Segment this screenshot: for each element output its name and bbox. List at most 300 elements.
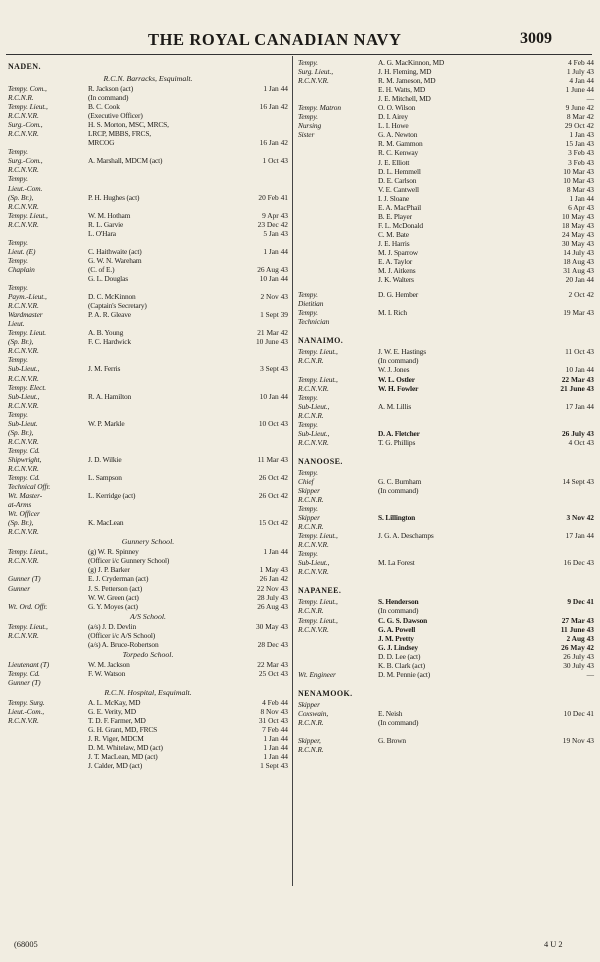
officer-name: E. H. Watts, MD [378,85,426,95]
officer-name: R. A. Hamilton [88,391,132,401]
seniority-date: 17 Jan 44 [565,401,594,411]
officer-row [8,355,288,364]
page-number: 3009 [520,30,552,47]
seniority-date: 26 Jan 42 [259,574,288,584]
officer-row [298,634,594,643]
officer-name: D. A. Fletcher [378,428,420,438]
officer-row [298,308,594,317]
officer-row [298,230,594,239]
seniority-date: 3 Nov 42 [566,513,594,523]
rank-label: Skipper [298,513,320,523]
officer-name: G. A. Powell [378,624,416,634]
officer-row [8,147,288,156]
officer-row [298,513,594,522]
rank-label: R.C.N.V.R. [298,76,329,86]
rank-label: R.C.N.R. [298,495,324,505]
officer-row [8,707,288,716]
seniority-date: 1 Jan 43 [569,130,594,140]
officer-row [298,85,594,94]
rank-label: Gunner (T) [8,677,41,687]
officer-row [8,491,288,500]
officer-row [298,290,594,299]
seniority-date: 3 Feb 43 [568,157,594,167]
seniority-date: 19 Nov 43 [562,736,594,746]
officer-row [8,761,288,770]
officer-row [8,593,288,602]
officer-name: R. C. Kenway [378,148,419,158]
seniority-date: 1 Oct 43 [262,156,288,166]
rank-label: Technical Offr. [8,482,51,492]
rank-label: Technician [298,317,330,327]
officer-row [8,437,288,446]
seniority-date: 22 Mar 43 [561,374,594,384]
officer-name: D. M. Pennie (act) [378,669,431,679]
officer-name: G. L. Douglas [88,273,128,283]
officer-row [298,112,594,121]
officer-row [298,203,594,212]
seniority-date: 1 Jan 44 [569,193,594,203]
right-column [298,58,594,754]
seniority-date: 26 Oct 42 [258,473,288,483]
officer-row [298,606,594,615]
rank-label: R.C.N.R. [298,410,324,420]
officer-name: (Officer i/c Gunnery School) [88,556,170,566]
officer-name: J. S. Petterson (act) [88,583,143,593]
ship-heading: NADEN. [8,62,41,71]
officer-row [298,549,594,558]
officer-row [298,317,594,326]
officer-row [298,504,594,513]
officer-row [298,411,594,420]
officer-row [298,67,594,76]
seniority-date: 26 May 42 [561,642,594,652]
rank-label: Wt. Master- [8,491,43,501]
rank-label: Tempy. Surg. [8,697,45,707]
officer-row [8,752,288,761]
seniority-date: 9 Apr 43 [262,210,288,220]
officer-row [8,622,288,631]
page-title: THE ROYAL CANADIAN NAVY [148,30,402,49]
officer-row [8,193,288,202]
seniority-date: 26 Oct 42 [258,491,288,501]
seniority-date: 1 Jan 44 [263,734,288,744]
officer-row [8,93,288,102]
officer-name: W. J. Jones [378,365,410,375]
rank-label: Skipper [298,485,320,495]
rank-label: R.C.N.V.R. [298,567,329,577]
rank-label: (Sp. Br.), [8,192,34,202]
officer-name: (a/s) A. Bruce-Robertson [88,639,159,649]
rank-label: R.C.N.R. [298,606,324,616]
officer-name: L. I. Howe [378,121,409,131]
officer-row [8,265,288,274]
rank-label: Tempy. Cd. [8,445,40,455]
officer-row [8,238,288,247]
officer-name: G. C. Burnham [378,476,422,486]
officer-name: LRCP, MBBS, FRCS, [88,129,151,139]
officer-name: A. M. Lillis [378,401,412,411]
rank-label: Tempy. [298,58,318,67]
seniority-date: 3 Sept 43 [260,364,288,374]
officer-row [298,718,594,727]
rank-label: Skipper [298,699,320,709]
seniority-date: 16 Jan 42 [259,138,288,148]
officer-name: E. Neish [378,708,403,718]
seniority-date: 30 May 43 [255,621,288,631]
section-subheading: Gunnery School. [121,537,175,547]
officer-name: A. Marshall, MDCM (act) [88,156,163,166]
officer-name: G. A. Newton [378,130,418,140]
officer-name: L. O'Hara [88,228,116,238]
seniority-date: 10 May 43 [561,211,594,221]
officer-row [8,473,288,482]
officer-name: J. E. Mitchell, MD [378,94,431,104]
rank-label: Shipwright, [8,454,42,464]
officer-row [298,643,594,652]
officer-row [8,410,288,419]
seniority-date: 10 Jan 44 [259,273,288,283]
officer-row [8,455,288,464]
seniority-date: 25 Oct 43 [258,668,288,678]
seniority-date: 21 June 43 [560,383,594,393]
officer-name: A. G. MacKinnon, MD [378,58,445,67]
officer-row [298,139,594,148]
officer-name: (In command) [378,356,419,366]
seniority-date: 26 Aug 43 [257,601,288,611]
officer-name: K. MacLean [88,518,124,528]
rank-label: Surg. Lieut., [298,67,333,77]
officer-row [298,727,594,736]
seniority-date: 10 Mar 43 [563,166,594,176]
officer-row [8,364,288,373]
officer-row [8,310,288,319]
rank-label: Skipper, [298,736,321,746]
seniority-date: 2 Nov 43 [260,292,288,302]
officer-row [298,700,594,709]
officer-row [298,522,594,531]
rank-label: R.C.N.V.R. [8,630,39,640]
seniority-date: 10 Dec 41 [563,708,594,718]
officer-name: A. B. Young [88,328,124,338]
rank-label: R.C.N.V.R. [8,165,39,175]
officer-name: F. W. Watson [88,668,126,678]
seniority-date: 9 Dec 41 [567,597,594,607]
officer-row [8,337,288,346]
officer-row [8,716,288,725]
officer-name: W. L. Ostler [378,374,415,384]
seniority-date: 4 Feb 44 [262,697,288,707]
rank-label: R.C.N.V.R. [8,527,39,537]
seniority-date: 9 June 42 [565,103,594,113]
officer-row [8,584,288,593]
rank-label: R.C.N.V.R. [8,346,39,356]
officer-row [8,698,288,707]
seniority-date: 18 Aug 43 [563,257,594,267]
seniority-date: 18 May 43 [561,220,594,230]
rank-label: R.C.N.V.R. [8,373,39,383]
seniority-date: — [586,669,594,679]
rank-label: Tempy. [298,549,318,559]
officer-name: R. M. Gammon [378,139,423,149]
officer-row [298,652,594,661]
rank-label: R.C.N.V.R. [8,463,39,473]
officer-row [8,482,288,491]
officer-row [298,130,594,139]
rank-label: R.C.N.R. [298,522,324,532]
officer-row [8,446,288,455]
officer-row [298,167,594,176]
seniority-date: 16 Dec 43 [563,558,594,568]
rank-label: Gunner (T) [8,574,41,584]
section-subheading: A/S School. [130,611,166,621]
officer-row [8,660,288,669]
officer-name: L. Kerridge (act) [88,491,136,501]
officer-row [298,76,594,85]
seniority-date: 1 Jan 44 [263,547,288,557]
officer-name: T. D. F. Farmer, MD [88,716,146,726]
rank-label: R.C.N.R. [298,356,324,366]
rank-label: R.C.N.R. [298,717,324,727]
seniority-date: 8 Mar 43 [566,184,594,194]
seniority-date: 2 Aug 43 [566,633,594,643]
column-divider [292,56,293,886]
officer-row [8,383,288,392]
officer-row [8,247,288,256]
officer-row [298,365,594,374]
rank-label: Lieutenant (T) [8,659,50,669]
officer-row [298,212,594,221]
officer-name: V. E. Cantwell [378,184,419,194]
officer-name: C. Haithwaite (act) [88,246,142,256]
officer-row [298,438,594,447]
seniority-date: 15 Jan 43 [565,139,594,149]
officer-row [8,547,288,556]
officer-name: (In command) [378,485,419,495]
officer-row [8,328,288,337]
seniority-date: 1 Sept 39 [260,310,288,320]
rank-label: Tempy. Lieut., [298,597,338,607]
rank-label: Tempy. Lieut., [298,531,338,541]
seniority-date: 31 Aug 43 [563,266,594,276]
officer-row [8,392,288,401]
rank-label: Wt. Ord. Offr. [8,601,48,611]
rank-label: Lieut.-Com. [8,183,43,193]
footer-code: (68005 [14,940,38,949]
rank-label: Tempy. Lieut., [8,210,48,220]
seniority-date: 11 June 43 [560,624,594,634]
rank-label: Tempy. [298,504,318,514]
rank-label: Lieut.-Com., [8,707,44,716]
rank-label: Surg.-Com., [8,120,43,130]
rank-label: R.C.N.V.R. [8,716,39,726]
officer-row [8,184,288,193]
rank-label: Tempy. [8,147,28,157]
seniority-date: 26 Aug 43 [257,264,288,274]
officer-name: G. Y. Moyes (act) [88,601,138,611]
seniority-date: 1 July 43 [566,67,594,77]
officer-row [298,531,594,540]
rank-label: R.C.N.V.R. [8,219,39,229]
seniority-date: 19 Mar 43 [563,308,594,318]
officer-row [8,743,288,752]
officer-row [8,428,288,437]
rank-label: Nursing [298,121,322,131]
rank-label: Tempy. [8,237,28,247]
rank-label: R.C.N.R. [8,93,34,103]
seniority-date: 10 Oct 43 [258,418,288,428]
officer-row [8,631,288,640]
officer-row [298,121,594,130]
officer-row [298,429,594,438]
rank-label: R.C.N.V.R. [8,400,39,410]
seniority-date: 1 Jan 44 [263,84,288,93]
officer-row [298,477,594,486]
officer-name: C. M. Bate [378,229,409,239]
rank-label: Wt. Officer [8,509,40,519]
officer-row [8,211,288,220]
seniority-date: 4 Feb 44 [568,58,594,67]
officer-name: R. L. Garvie [88,219,124,229]
rank-label: R.C.N.V.R. [8,301,39,311]
rank-label: R.C.N.V.R. [8,436,39,446]
officer-name: J. H. Fleming, MD [378,67,432,77]
seniority-date: 1 June 44 [565,85,594,95]
rank-label: Sister [298,130,315,140]
officer-row [8,640,288,649]
rank-label: Paym.-Lieut., [8,292,47,302]
rank-label: Dietitian [298,299,324,309]
officer-row [8,174,288,183]
seniority-date: 4 Oct 43 [568,437,594,447]
officer-name: O. O. Wilson [378,103,416,113]
officer-name: E. A. MacPhail [378,202,422,212]
seniority-date: 1 Jan 44 [263,752,288,762]
officer-name: D. L. Hemmell [378,166,421,176]
officer-row [298,248,594,257]
officer-row [8,509,288,518]
seniority-date: 1 Sept 43 [260,761,288,771]
rank-label: Tempy. [298,467,318,477]
rank-label: Sub-Lieut., [298,401,330,411]
rank-label: Sub-Lieut., [298,428,330,438]
officer-row [298,495,594,504]
officer-name: W. M. Jackson [88,659,130,669]
officer-row [8,165,288,174]
seniority-date: 31 Oct 43 [258,716,288,726]
officer-row [298,597,594,606]
seniority-date: 16 Jan 42 [259,102,288,112]
rank-label: Gunner [8,583,30,593]
officer-name: G. Brown [378,736,406,746]
officer-row [298,94,594,103]
rank-label: at-Arms [8,500,32,510]
seniority-date: 14 July 43 [563,247,594,257]
officer-row [298,736,594,745]
rank-label: Tempy. [8,174,28,184]
officer-name: (Executive Officer) [88,111,143,121]
officer-row [8,319,288,328]
rank-label: Tempy. [298,112,318,122]
officer-name: W. P. Markle [88,418,125,428]
rank-label: Wt. Engineer [298,669,336,679]
officer-row [8,678,288,687]
officer-row [8,669,288,678]
officer-row [298,567,594,576]
officer-row [8,138,288,147]
officer-row [8,274,288,283]
ship-heading: NANAIMO. [298,336,344,346]
officer-name: (a/s) J. D. Devlin [88,621,136,631]
officer-row [8,292,288,301]
officer-row [298,58,594,67]
officer-row [298,393,594,402]
seniority-date: 14 Sept 43 [562,476,594,486]
rank-label: R.C.N.V.R. [298,540,329,550]
seniority-date: 29 Oct 42 [564,121,594,131]
rank-label: Tempy. [8,283,28,293]
seniority-date: 8 Mar 42 [566,112,594,122]
seniority-date: 26 July 43 [561,428,594,438]
officer-name: F. L. McDonald [378,220,423,230]
rank-label: Lieut. (E) [8,246,36,256]
seniority-date: 30 July 43 [563,660,594,670]
officer-row [298,194,594,203]
officer-row [8,734,288,743]
seniority-date: 1 May 43 [259,565,288,575]
ship-heading: NAPANEE. [298,586,342,596]
officer-name: (g) J. P. Barker [88,565,130,575]
officer-name: W. W. Green (act) [88,592,139,602]
rank-label: Tempy. Cd. [8,668,40,678]
officer-row [8,556,288,565]
officer-name: W. M. Hotham [88,210,131,220]
rank-label: Tempy. [298,290,318,300]
officer-row [8,120,288,129]
officer-name: (Officer i/c A/S School) [88,630,156,640]
officer-row [298,176,594,185]
rank-label: Tempy. Lieut., [298,374,338,384]
officer-row [8,111,288,120]
officer-name: M. La Forest [378,558,415,568]
officer-row [8,565,288,574]
officer-name: S. Lillington [378,513,416,523]
officer-name: J. D. Wilkie [88,454,122,464]
officer-name: E. J. Cryderman (act) [88,574,149,584]
officer-row [298,221,594,230]
officer-row [298,661,594,670]
officer-name: (g) W. R. Spinney [88,547,139,557]
officer-row [8,574,288,583]
officer-name: J. R. Viger, MDCM [88,734,144,744]
officer-name: M. J. Sparrow [378,247,418,257]
officer-name: R. M. Jameson, MD [378,76,436,86]
officer-row [8,374,288,383]
officer-name: R. Jackson (act) [88,84,134,93]
officer-name: J. M. Pretty [378,633,414,643]
seniority-date: 27 Mar 43 [561,615,594,625]
seniority-date: 6 Apr 43 [568,202,594,212]
section-subheading: R.C.N. Barracks, Esquimalt. [103,74,193,83]
seniority-date: 10 Jan 44 [259,391,288,401]
rank-label: Wardmaster [8,310,43,320]
rank-label: Tempy. Lieut., [298,347,338,357]
officer-row [8,129,288,138]
rank-label: Sub-Lieut., [8,391,40,401]
officer-name: (C. of E.) [88,264,115,274]
officer-row [298,299,594,308]
rank-label: Tempy. Lieut., [298,615,338,625]
officer-name: (In command) [378,606,419,616]
